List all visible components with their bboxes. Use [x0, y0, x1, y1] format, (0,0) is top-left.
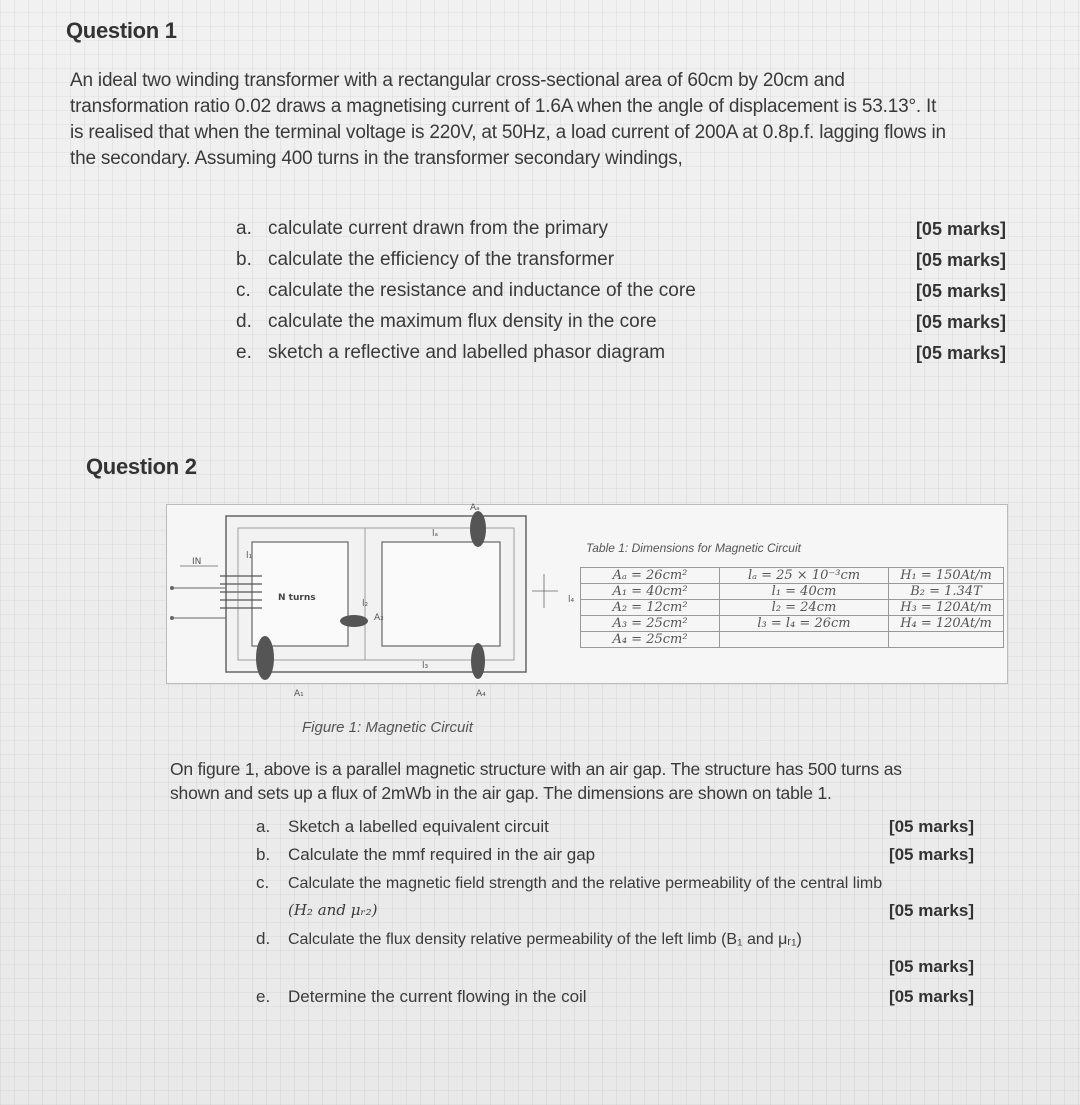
item-text: calculate the resistance and inductance of the core: [268, 280, 696, 301]
label-a4: A₄: [476, 689, 486, 699]
item-text: Calculate the flux density relative permeability of the left limb (B₁ and μᵣ₁): [288, 931, 802, 948]
label-a1: A₁: [294, 689, 304, 699]
table-row: [581, 568, 1004, 584]
table-cell: A₂ = 12cm²: [581, 600, 720, 616]
core-window-right: [382, 542, 500, 646]
cross-section-a4: [471, 643, 485, 679]
label-l2: l₂: [362, 599, 369, 609]
terminal-top: [170, 586, 174, 590]
question-2-items: [256, 814, 974, 1012]
item-text: Calculate the magnetic field strength and the relative permeability of the central limb: [288, 875, 883, 892]
cross-section-a1: [256, 636, 274, 680]
item-letter: e.: [236, 342, 252, 363]
item-text: Calculate the mmf required in the air gap: [288, 845, 596, 864]
item-text: Sketch a labelled equivalent circuit: [288, 817, 549, 836]
table-caption: Table 1: Dimensions for Magnetic Circuit: [586, 541, 801, 555]
paragraph-line: transformation ratio 0.02 draws a magnetising current of 1.6A when the angle of displacement is 53.13°. It: [70, 96, 937, 117]
table-row: [581, 584, 1004, 600]
item-letter: e.: [256, 987, 271, 1006]
table-row: [581, 616, 1004, 632]
question-1-heading: Question 1: [66, 18, 177, 43]
label-ag: Aₐ: [470, 503, 480, 513]
in-label: IN: [192, 557, 202, 567]
paragraph-line: is realised that when the terminal voltage is 220V, at 50Hz, a load current of 200A at 0.8p.f. lagging flows in: [70, 122, 946, 143]
table-cell: Aₐ = 26cm²: [581, 568, 720, 584]
table-cell: [720, 632, 889, 648]
item-marks: [05 marks]: [915, 312, 1006, 332]
item-letter: a.: [256, 817, 271, 836]
list-item: [236, 309, 1006, 340]
question-1-paragraph: [70, 68, 1030, 172]
table-row: [581, 632, 1004, 648]
table-cell: H₁ = 150At/m: [889, 568, 1004, 584]
paragraph-line: On figure 1, above is a parallel magnetic structure with an air gap. The structure has 500 turns as: [170, 759, 902, 779]
item-marks: [05 marks]: [888, 901, 974, 920]
item-continuation: (H₂ and μᵣ₂): [288, 901, 378, 919]
item-marks: [05 marks]: [915, 250, 1006, 270]
item-marks: [05 marks]: [888, 957, 974, 976]
cross-section-ag: [470, 511, 486, 547]
item-text: calculate the efficiency of the transformer: [268, 249, 615, 270]
item-marks: [05 marks]: [915, 281, 1006, 301]
item-text: calculate current drawn from the primary: [268, 218, 609, 239]
list-item: [256, 814, 974, 842]
label-l3: l₃: [422, 661, 429, 671]
item-text: Determine the current flowing in the coil: [288, 987, 587, 1006]
question-1-items: [236, 216, 1006, 371]
paragraph-line: shown and sets up a flux of 2mWb in the air gap. The dimensions are shown on table 1.: [170, 783, 832, 803]
label-lg: lₐ: [432, 529, 439, 539]
paragraph-line: the secondary. Assuming 400 turns in the transformer secondary windings,: [70, 148, 683, 169]
table-cell: [889, 632, 1004, 648]
list-item: [256, 842, 974, 870]
table-row: [581, 600, 1004, 616]
table-cell: H₃ = 120At/m: [889, 600, 1004, 616]
magnetic-circuit-diagram: [166, 496, 576, 706]
table-cell: A₁ = 40cm²: [581, 584, 720, 600]
item-marks: [05 marks]: [888, 845, 974, 864]
list-item: [256, 926, 974, 984]
list-item: [236, 340, 1006, 371]
item-letter: b.: [236, 249, 252, 270]
dimensions-table: [580, 567, 1004, 648]
label-l1: l₁: [246, 551, 253, 561]
list-item: [236, 216, 1006, 247]
item-letter: d.: [236, 311, 252, 332]
list-item: [256, 984, 974, 1012]
question-2-paragraph: [170, 757, 1010, 805]
table-cell: l₃ = l₄ = 26cm: [720, 616, 889, 632]
item-marks: [05 marks]: [915, 343, 1006, 363]
item-text: sketch a reflective and labelled phasor diagram: [268, 342, 666, 363]
table-cell: lₐ = 25 × 10⁻³cm: [720, 568, 889, 584]
table-cell: l₂ = 24cm: [720, 600, 889, 616]
figure-caption: Figure 1: Magnetic Circuit: [302, 719, 473, 736]
table-cell: A₃ = 25cm²: [581, 616, 720, 632]
item-text: calculate the maximum flux density in the core: [268, 311, 657, 332]
table-cell: l₁ = 40cm: [720, 584, 889, 600]
list-item: [236, 278, 1006, 309]
list-item: [236, 247, 1006, 278]
table-cell: A₄ = 25cm²: [581, 632, 720, 648]
table-cell: B₂ = 1.34T: [889, 584, 1004, 600]
terminal-bottom: [170, 616, 174, 620]
item-letter: b.: [256, 845, 271, 864]
item-marks: [05 marks]: [915, 219, 1006, 239]
turns-label: N turns: [278, 593, 316, 603]
item-marks: [05 marks]: [888, 987, 974, 1006]
label-a2: A₂: [374, 613, 384, 623]
label-l4: l₄: [568, 595, 575, 605]
item-marks: [05 marks]: [888, 817, 974, 836]
item-letter: a.: [236, 218, 252, 239]
table-cell: H₄ = 120At/m: [889, 616, 1004, 632]
question-2-heading: Question 2: [86, 454, 197, 479]
paragraph-line: An ideal two winding transformer with a rectangular cross-sectional area of 60cm by 20cm and: [70, 70, 845, 91]
item-letter: c.: [236, 280, 251, 301]
list-item: [256, 870, 974, 926]
item-letter: d.: [256, 929, 271, 948]
item-letter: c.: [256, 873, 270, 892]
cross-section-a2: [340, 615, 368, 627]
